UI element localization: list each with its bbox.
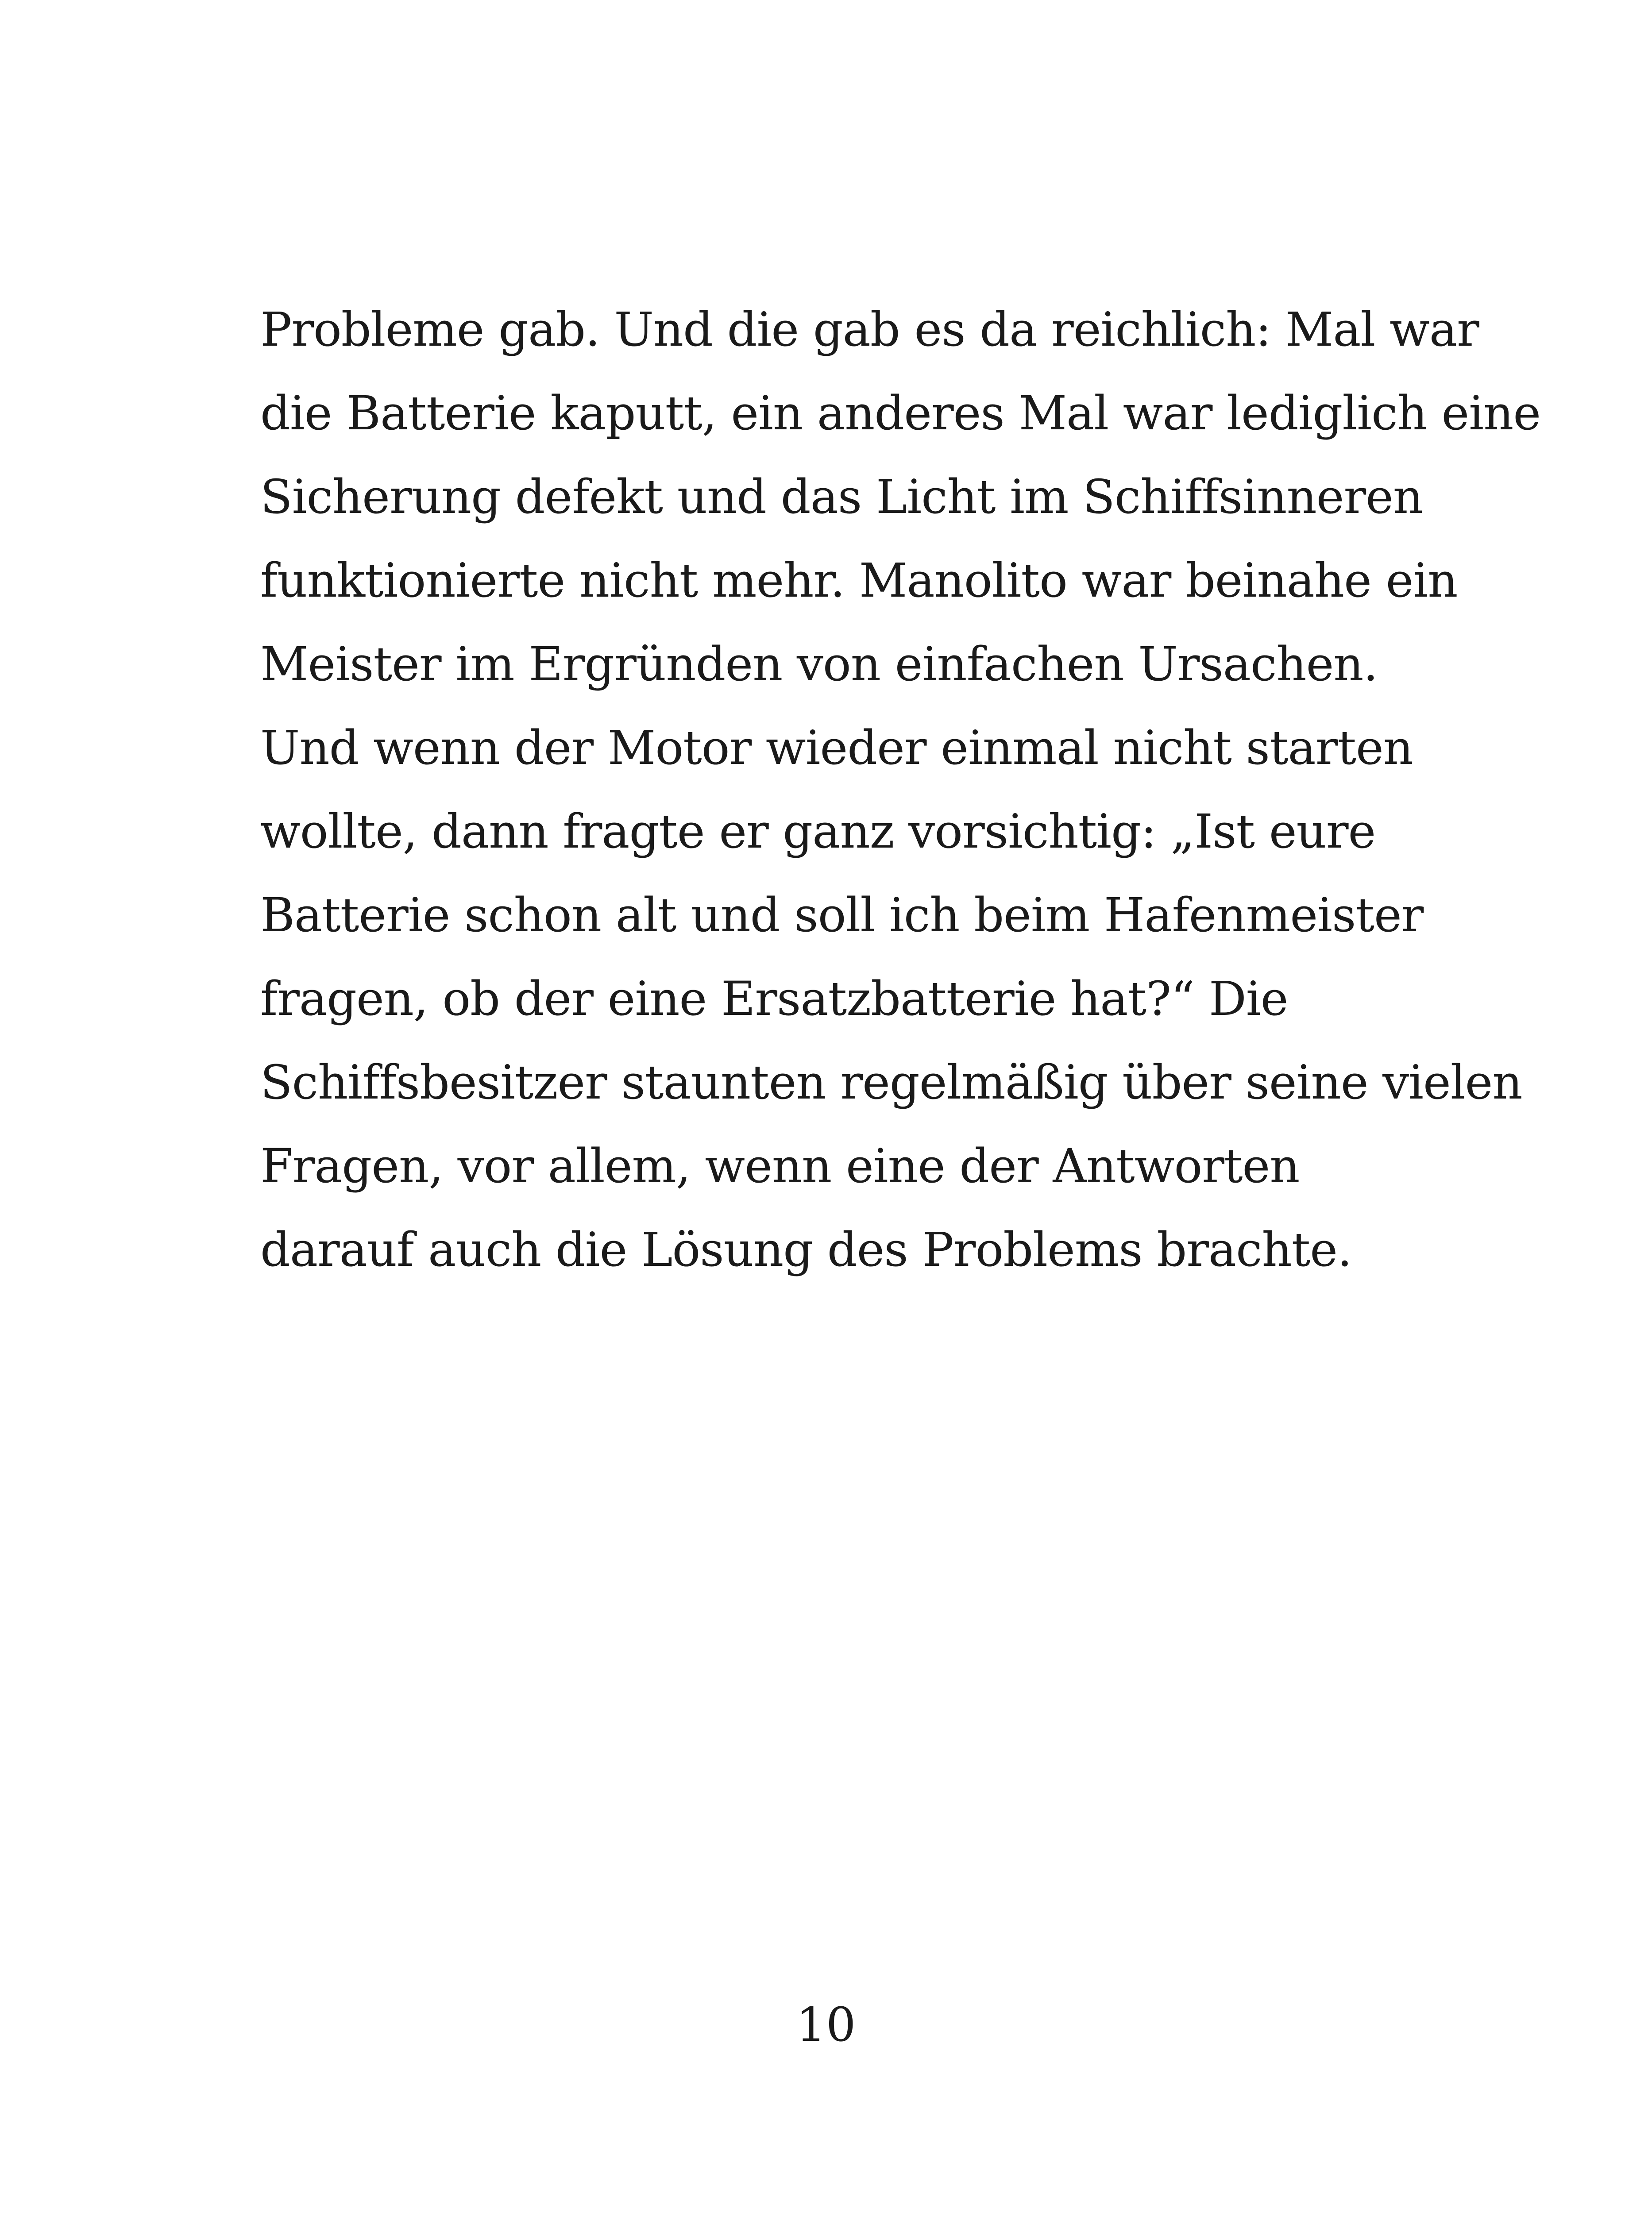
text-line: darauf auch die Lösung des Problems brachte. xyxy=(260,1222,1352,1277)
text-line: fragen, ob der eine Ersatzbatterie hat?“ Die xyxy=(260,972,1288,1026)
text-line: Sicherung defekt und das Licht im Schiffsinneren xyxy=(260,470,1423,524)
text-line: Und wenn der Motor wieder einmal nicht starten xyxy=(260,721,1413,775)
text-line: Fragen, vor allem, wenn eine der Antworten xyxy=(260,1139,1300,1193)
text-line: die Batterie kaputt, ein anderes Mal war lediglich eine xyxy=(260,386,1541,440)
page-number: 10 xyxy=(796,1997,856,2052)
text-line: Batterie schon alt und soll ich beim Hafenmeister xyxy=(260,888,1424,942)
text-line: Meister im Ergründen von einfachen Ursachen. xyxy=(260,637,1378,691)
text-line: funktionierte nicht mehr. Manolito war beinahe ein xyxy=(260,553,1458,608)
text-line: Probleme gab. Und die gab es da reichlich: Mal war xyxy=(260,302,1479,357)
text-line: wollte, dann fragte er ganz vorsichtig: „Ist eure xyxy=(260,804,1376,859)
body-text xyxy=(260,288,1588,1292)
text-line: Schiffsbesitzer staunten regelmäßig über seine vielen xyxy=(260,1055,1522,1110)
